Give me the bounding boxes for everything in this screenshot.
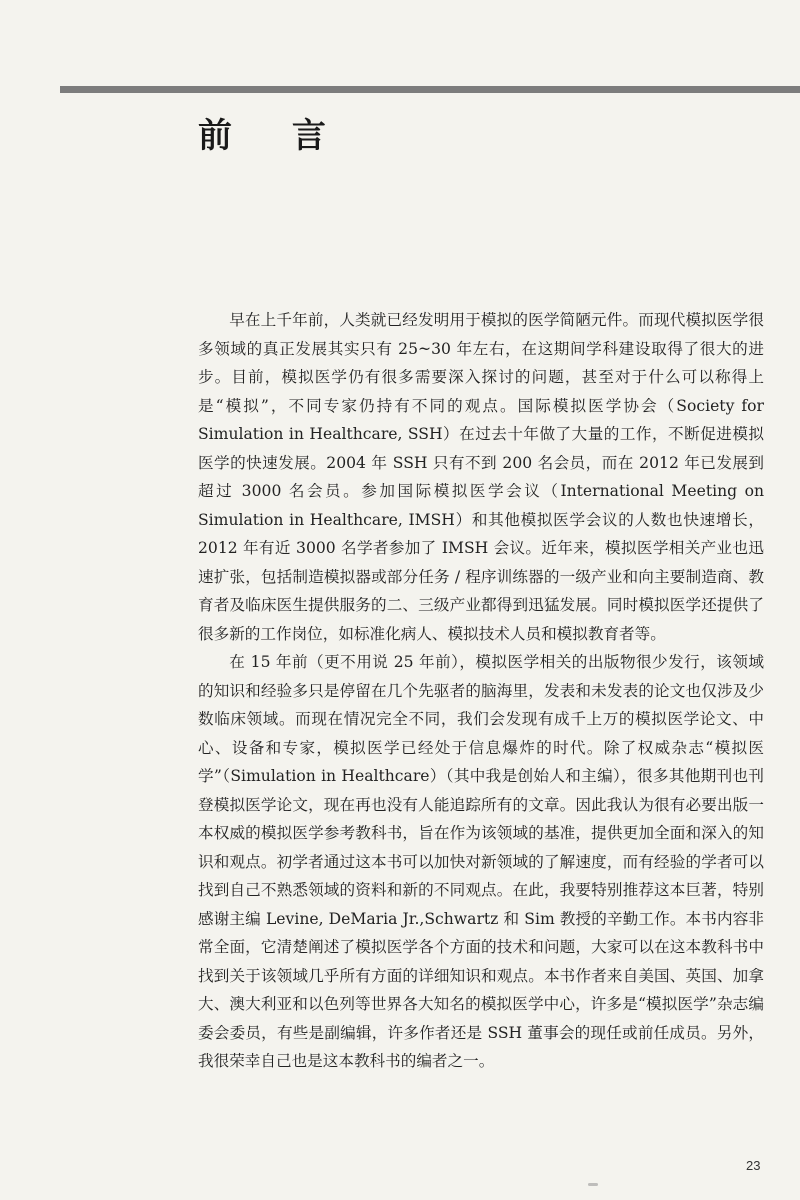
ink-speck xyxy=(588,1183,598,1186)
page-number: 23 xyxy=(746,1158,761,1173)
paragraph-1: 早在上千年前，人类就已经发明用于模拟的医学简陋元件。而现代模拟医学很多领域的真正发展其实只有 25~30 年左右，在这期间学科建设取得了很大的进步。目前，模拟医学仍有很多需要深入探讨的问题，甚至对于什么可以称得上是“模拟”，不同专家仍持有不同的观点。国际模拟医学协会（Society for Simulation in Healthcare, SSH）在过去十年做了大量的工作，不断促进模拟医学的快速发展。2004 年 SSH 只有不到 200 名会员，而在 2012 年已发展到超过 3000 名会员。参加国际模拟医学会议（International Meeting on Simulation in Healthcare, IMSH）和其他模拟医学会议的人数也快速增长，2012 年有近 3000 名学者参加了 IMSH 会议。近年来，模拟医学相关产业也迅速扩张，包括制造模拟器或部分任务 / 程序训练器的一级产业和向主要制造商、教育者及临床医生提供服务的二、三级产业都得到迅猛发展。同时模拟医学还提供了很多新的工作岗位，如标准化病人、模拟技术人员和模拟教育者等。 xyxy=(198,311,764,643)
page-title: 前 言 xyxy=(198,116,350,156)
header-rule xyxy=(60,86,800,93)
body-text xyxy=(198,306,764,1076)
paragraph-2: 在 15 年前（更不用说 25 年前），模拟医学相关的出版物很少发行，该领域的知识和经验多只是停留在几个先驱者的脑海里，发表和未发表的论文也仅涉及少数临床领域。而现在情况完全不同，我们会发现有成千上万的模拟医学论文、中心、设备和专家，模拟医学已经处于信息爆炸的时代。除了权威杂志“模拟医学”（Simulation in Healthcare）（其中我是创始人和主编），很多其他期刊也刊登模拟医学论文，现在再也没有人能追踪所有的文章。因此我认为很有必要出版一本权威的模拟医学参考教科书，旨在作为该领域的基准，提供更加全面和深入的知识和观点。初学者通过这本书可以加快对新领域的了解速度，而有经验的学者可以找到自己不熟悉领域的资料和新的不同观点。在此，我要特别推荐这本巨著，特别感谢主编 Levine, DeMaria Jr.,Schwartz 和 Sim 教授的辛勤工作。本书内容非常全面，它清楚阐述了模拟医学各个方面的技术和问题，大家可以在这本教科书中找到关于该领域几乎所有方面的详细知识和观点。本书作者来自美国、英国、加拿大、澳大利亚和以色列等世界各大知名的模拟医学中心，许多是“模拟医学”杂志编委会委员，有些是副编辑，许多作者还是 SSH 董事会的现任或前任成员。另外，我很荣幸自己也是这本教科书的编者之一。 xyxy=(198,653,764,1070)
